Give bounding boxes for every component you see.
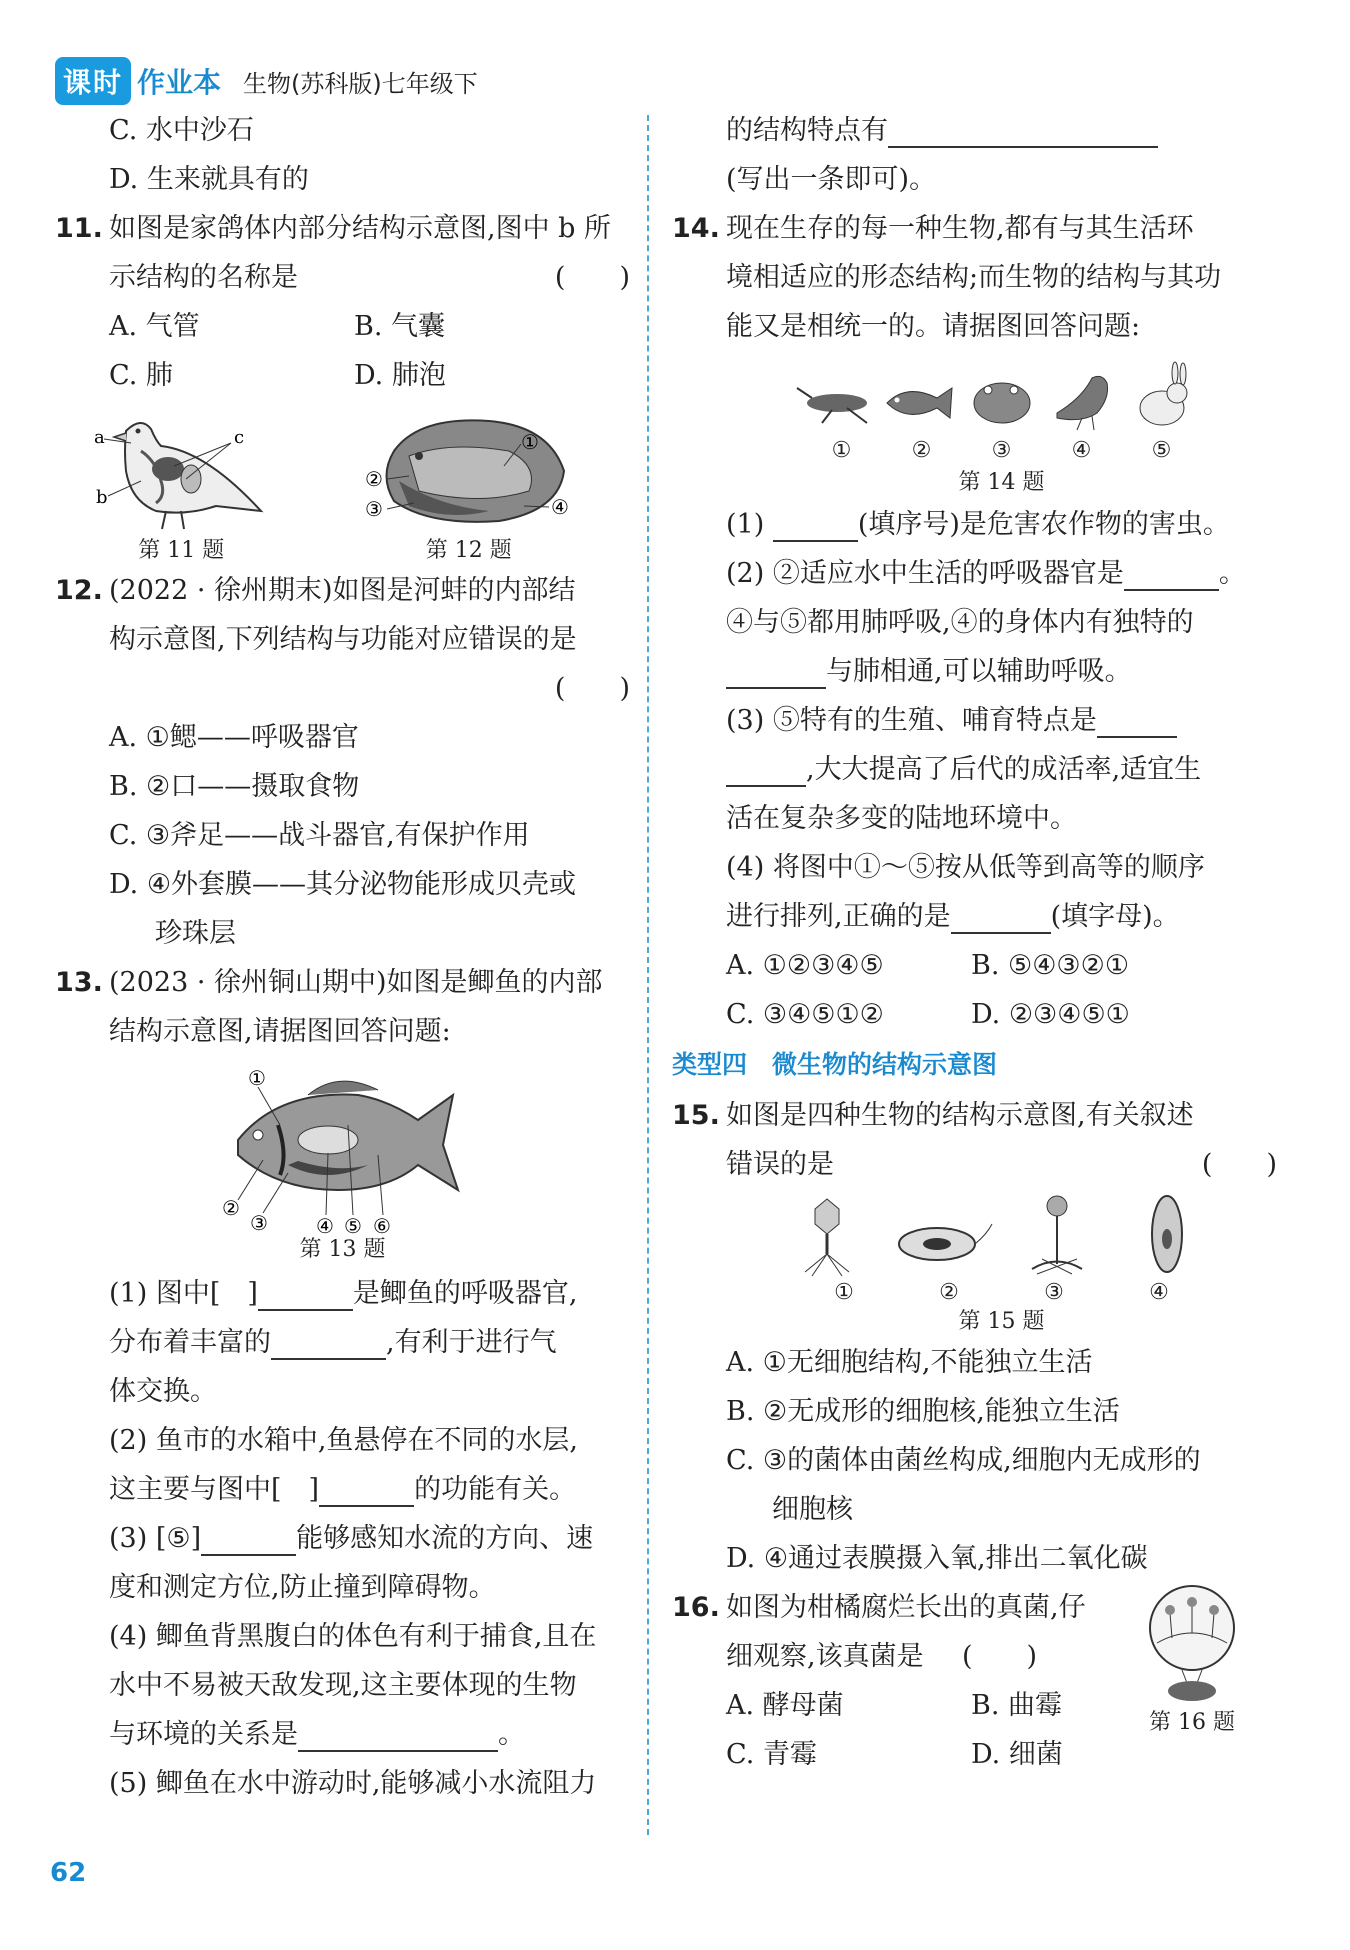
q15-option-b: B. ②无成形的细胞核,能独立生活 [726, 1396, 1120, 1427]
label-5: ⑤ [343, 1214, 362, 1235]
answer-blank[interactable] [298, 1720, 498, 1752]
q13-s5-text-2: (写出一条即可)。 [726, 164, 937, 195]
figure-12-caption: 第 12 题 [425, 538, 512, 563]
figure-13 [218, 1065, 468, 1265]
q12-text-2: 构示意图,下列结构与功能对应错误的是 [109, 624, 577, 655]
page-number: 62 [50, 1858, 87, 1888]
q14-sub4: (4) 将图中①～⑤按从低等到高等的顺序 [726, 852, 1205, 883]
figures-11-12 [55, 406, 630, 566]
q13-text-2: 结构示意图,请据图回答问题: [109, 1016, 451, 1047]
q14-s1-text: (填序号)是危害农作物的害虫。 [857, 509, 1230, 540]
q15-stem-2 [672, 1140, 1277, 1189]
q13-sub2-cont [55, 1465, 630, 1514]
figure-14-numbers [802, 438, 1202, 463]
bacterium-icon [899, 1224, 992, 1260]
answer-blank[interactable] [951, 902, 1051, 934]
question-number: 14. [672, 213, 720, 244]
q14-sub3-cont [672, 745, 1277, 794]
pigeon-illustration [86, 411, 276, 536]
q13-s1-text-2: 是鲫鱼的呼吸器官, [352, 1278, 578, 1309]
q14-s4-text: 进行排列,正确的是 [726, 901, 951, 932]
q13-stem [55, 958, 630, 1007]
q13-s3-text: (3) [⑤] [109, 1523, 202, 1554]
q11-option-a: A. 气管 [109, 311, 200, 342]
q14-s2-text-4: 与肺相通,可以辅助呼吸。 [826, 656, 1132, 687]
q12-option-d-cont: 珍珠层 [155, 918, 236, 949]
figure-14-caption: 第 14 题 [958, 469, 1045, 495]
q11-stem-2 [55, 253, 630, 302]
q13-s1-text-5: 体交换。 [109, 1376, 217, 1407]
figure-14 [726, 355, 1277, 500]
left-column [55, 106, 630, 1808]
q13-sub4-cont [55, 1710, 630, 1759]
q11-text-2: 示结构的名称是 [109, 262, 298, 293]
paramecium-icon [1152, 1196, 1182, 1272]
label-2: ② [939, 1280, 959, 1306]
figure-16 [1122, 1583, 1262, 1738]
q14-sub3 [672, 696, 1277, 745]
q16-text-2: 细观察,该真菌是 [726, 1641, 924, 1672]
q13-s4-text-2: 水中不易被天敌发现,这主要体现的生物 [109, 1670, 577, 1701]
q13-continued [672, 106, 1277, 155]
q12-stem [55, 566, 630, 615]
answer-blank[interactable] [258, 1279, 353, 1311]
figure-13-row [55, 1060, 630, 1265]
q15-option-c: C. ③的菌体由菌丝构成,细胞内无成形的 [726, 1445, 1201, 1476]
q13-text: (2023 · 徐州铜山期中)如图是鲫鱼的内部 [109, 967, 603, 998]
label-4: ④ [1071, 437, 1092, 463]
answer-blank[interactable] [271, 1328, 386, 1360]
q10-option-c: C. 水中沙石 [109, 115, 254, 146]
question-number: 15. [672, 1100, 720, 1131]
q14-s1-prefix: (1) [726, 509, 773, 540]
q15-text: 如图是四种生物的结构示意图,有关叙述 [726, 1100, 1194, 1131]
q10-option-d: D. 生来就具有的 [109, 164, 309, 195]
answer-blank[interactable] [201, 1524, 296, 1556]
figure-11-caption: 第 11 题 [138, 538, 225, 563]
q12-option-a: A. ①鳃——呼吸器官 [109, 722, 359, 753]
q13-s5-text: 的结构特点有 [726, 115, 888, 146]
q14-text-3: 能又是相统一的。请据图回答问题: [726, 311, 1141, 342]
label-3: ③ [1044, 1280, 1064, 1306]
q14-options-cd [672, 990, 1277, 1039]
q16-text: 如图为柑橘腐烂长出的真菌,仔 [726, 1592, 1086, 1623]
q15-stem [672, 1091, 1277, 1140]
q16-block [672, 1583, 1277, 1779]
q14-s2-text: (2) ②适应水中生活的呼吸器官是 [726, 558, 1124, 589]
label-1: ① [247, 1066, 266, 1090]
figure-12 [339, 411, 599, 566]
subject-title: 生物(苏科版)七年级下 [243, 69, 478, 98]
page-header [55, 56, 478, 106]
q13-s3-text-3: 度和测定方位,防止撞到障碍物。 [109, 1572, 496, 1603]
q14-option-b: B. ⑤④③②① [971, 950, 1130, 981]
q14-options-ab [672, 941, 1277, 990]
label-2: ② [911, 437, 932, 463]
q14-s2-text-3: ④与⑤都用肺呼吸,④的身体内有独特的 [726, 607, 1194, 638]
answer-blank[interactable] [726, 755, 806, 787]
q13-s4-text-3: 与环境的关系是 [109, 1719, 298, 1750]
q14-option-d: D. ②③④⑤① [971, 999, 1130, 1030]
rabbit-icon [1140, 362, 1187, 425]
q15-option-d: D. ④通过表膜摄入氧,排出二氧化碳 [726, 1543, 1148, 1574]
q12-option-d: D. ④外套膜——其分泌物能形成贝壳或 [109, 869, 577, 900]
logo-text: 作业本 [137, 66, 222, 99]
figure-11 [86, 411, 276, 566]
q11-option-b: B. 气囊 [354, 311, 446, 342]
q14-sub2-cont [672, 647, 1277, 696]
frog-icon [974, 383, 1030, 423]
q11-options-ab [55, 302, 630, 351]
q12-option-b: B. ②口——摄取食物 [109, 771, 360, 802]
figure-13-caption: 第 13 题 [299, 1237, 386, 1262]
q13-s2-text-2: 的功能有关。 [414, 1474, 577, 1505]
label-1: ① [834, 1280, 854, 1306]
q13-sub4: (4) 鲫鱼背黑腹白的体色有利于捕食,且在 [109, 1621, 597, 1652]
q16-option-c: C. 青霉 [726, 1739, 817, 1770]
grasshopper-icon [797, 388, 867, 423]
q13-s1-text-3: 分布着丰富的 [109, 1327, 271, 1358]
label-4: ④ [1149, 1280, 1169, 1306]
column-divider [647, 115, 649, 1835]
q16-option-a: A. 酵母菌 [726, 1690, 844, 1721]
question-number: 11. [55, 213, 103, 244]
q15-option-a: A. ①无细胞结构,不能独立生活 [726, 1347, 1093, 1378]
label-1: ① [831, 437, 852, 463]
q14-option-a: A. ①②③④⑤ [726, 950, 884, 981]
label-3: ③ [249, 1211, 268, 1235]
q14-s4-text-2: (填字母)。 [1050, 901, 1180, 932]
question-number: 12. [55, 575, 103, 606]
q11-stem [55, 204, 630, 253]
section-title: 类型四 微生物的结构示意图 [672, 1050, 998, 1079]
q14-sub2 [672, 549, 1277, 598]
label-a: a [94, 427, 105, 448]
q13-s4-text-4: 。 [498, 1719, 525, 1750]
figure-15-numbers [792, 1280, 1212, 1305]
logo [55, 57, 221, 105]
q13-s1-text: (1) 图中[ ] [109, 1278, 258, 1309]
q14-option-c: C. ③④⑤①② [726, 999, 884, 1030]
penicillium-illustration [1132, 1583, 1252, 1708]
label-c: c [234, 427, 245, 448]
q13-s3-text-2: 能够感知水流的方向、速 [296, 1523, 594, 1554]
label-3: ③ [991, 437, 1012, 463]
answer-bracket: ( ) [554, 262, 630, 293]
q13-sub3 [55, 1514, 630, 1563]
label-6: ⑥ [372, 1214, 391, 1235]
q14-text-2: 境相适应的形态结构;而生物的结构与其功 [726, 262, 1222, 293]
question-number: 13. [55, 967, 103, 998]
mussel-illustration [339, 411, 599, 536]
q13-sub5: (5) 鲫鱼在水中游动时,能够减小水流阻力 [109, 1768, 597, 1799]
label-4: ④ [550, 495, 569, 519]
q11-text: 如图是家鸽体内部分结构示意图,图中 b 所 [109, 213, 612, 244]
q14-sub1 [672, 500, 1277, 549]
virus-icon [805, 1199, 849, 1276]
answer-blank[interactable] [319, 1475, 414, 1507]
figure-15-caption: 第 15 题 [958, 1309, 1045, 1335]
answer-blank[interactable] [773, 510, 858, 542]
microorganisms-illustration [787, 1194, 1217, 1279]
q16-option-d: D. 细菌 [971, 1739, 1063, 1770]
answer-blank[interactable] [888, 116, 1158, 148]
fish-icon [887, 388, 952, 418]
q14-s2-text-2: 。 [1218, 558, 1246, 589]
q14-s3-text: (3) ⑤特有的生殖、哺育特点是 [726, 705, 1097, 736]
label-4: ④ [315, 1214, 334, 1235]
label-5: ⑤ [1151, 437, 1172, 463]
q12-bracket-line [55, 664, 630, 713]
figure-15 [726, 1193, 1277, 1338]
label-1: ① [520, 430, 539, 454]
label-3: ③ [364, 497, 383, 521]
q11-options-cd [55, 351, 630, 400]
label-2: ② [364, 467, 383, 491]
q14-text: 现在生存的每一种生物,都有与其生活环 [726, 213, 1194, 244]
q13-s2-text: 这主要与图中[ ] [109, 1474, 320, 1505]
q11-option-c: C. 肺 [109, 360, 173, 391]
label-b: b [96, 487, 108, 508]
q13-s1-text-4: ,有利于进行气 [386, 1327, 557, 1358]
q13-sub1 [55, 1269, 630, 1318]
q13-sub2: (2) 鱼市的水箱中,鱼悬停在不同的水层, [109, 1425, 578, 1456]
q14-stem [672, 204, 1277, 253]
question-number: 16. [672, 1592, 720, 1623]
q14-s3-text-3: 活在复杂多变的陆地环境中。 [726, 803, 1077, 834]
answer-blank[interactable] [1097, 706, 1177, 738]
q15-text-2: 错误的是 [726, 1149, 834, 1180]
q14-s3-text-2: ,大大提高了后代的成活率,适宜生 [806, 754, 1202, 785]
answer-bracket: ( ) [554, 673, 630, 704]
q16-option-b: B. 曲霉 [971, 1690, 1063, 1721]
q14-sub4-cont [672, 892, 1277, 941]
label-2: ② [221, 1196, 240, 1220]
q15-option-c-cont: 细胞核 [772, 1494, 853, 1525]
answer-bracket: ( ) [1201, 1149, 1277, 1180]
logo-mark: 课时 [55, 57, 131, 105]
pigeon-icon [1057, 376, 1108, 430]
crucian-carp-illustration [218, 1065, 468, 1235]
right-column [672, 106, 1277, 1779]
answer-blank[interactable] [726, 657, 826, 689]
animals-illustration [792, 358, 1212, 433]
q12-option-c: C. ③斧足——战斗器官,有保护作用 [109, 820, 530, 851]
figure-16-caption: 第 16 题 [1149, 1710, 1235, 1735]
mold-icon [1032, 1196, 1082, 1274]
q11-option-d: D. 肺泡 [354, 360, 446, 391]
q13-sub1-cont [55, 1318, 630, 1367]
q12-text: (2022 · 徐州期末)如图是河蚌的内部结 [109, 575, 576, 606]
answer-bracket: ( ) [962, 1641, 1038, 1672]
answer-blank[interactable] [1124, 559, 1219, 591]
